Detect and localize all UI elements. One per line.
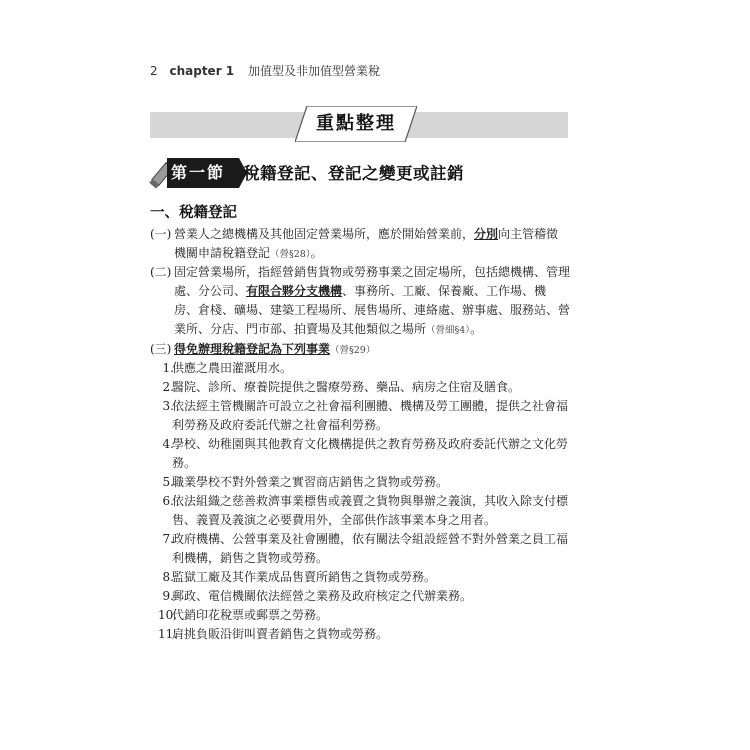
chapter-label: chapter 1 <box>169 64 235 78</box>
item-text: 固定營業場所，指經營銷售貨物或勞務事業之固定場所，包括總機構、管理處、分公司、有限合夥分支機構、事務所、工廠、保養廠、工作場、機房、倉棧、礦場、建築工程場所、展售場所、連絡處、辦事處、服務站、營業所、分店、門市部、拍賣場及其他類似之場所（營細§4）。 <box>174 265 571 336</box>
sub-item: 3. 依法經主管機關許可設立之社會福利團體、機構及勞工團體，提供之社會福利勞務及政府委託代辦之社會福利勞務。 <box>162 399 569 432</box>
section-tag-label: 第一節 <box>170 163 225 182</box>
sub-item: 2. 醫院、診所、療養院提供之醫療勞務、藥品、病房之住宿及膳食。 <box>162 380 521 394</box>
item-label: (三) <box>150 342 172 356</box>
section-title: 稅籍登記、登記之變更或註銷 <box>243 164 464 183</box>
sub-item: 4. 學校、幼稚園與其他教育文化機構提供之教育勞務及政府委託代辦之文化勞務。 <box>162 437 569 470</box>
subheading: 一、稅籍登記 <box>150 205 237 221</box>
page-number: 2 <box>150 64 158 78</box>
sub-item: 10. 代銷印花稅票或郵票之勞務。 <box>158 608 329 622</box>
sub-item: 1. 供應之農田灌溉用水。 <box>162 361 293 375</box>
list-item <box>150 225 570 264</box>
emphasis: 有限合夥分支機構 <box>246 284 343 298</box>
sub-item: 8. 監獄工廠及其作業成品售賣所銷售之貨物或勞務。 <box>162 570 437 584</box>
law-reference: （營§29） <box>330 345 376 356</box>
sub-item: 9. 郵政、電信機關依法經營之業務及政府核定之代辦業務。 <box>162 589 473 603</box>
chapter-title: 加值型及非加值型營業稅 <box>247 64 380 78</box>
list-item <box>150 340 570 360</box>
list-item <box>150 263 570 340</box>
emphasis: 分別 <box>474 227 499 241</box>
law-reference: （營§28） <box>270 249 311 260</box>
law-reference: （營細§4） <box>426 325 471 336</box>
item-text <box>174 340 570 360</box>
item-label: (一) <box>150 227 172 241</box>
emphasis: 得免辦理稅籍登記為下列事業 <box>174 342 331 356</box>
sub-item: 11. 肩挑負販沿街叫賣者銷售之貨物或勞務。 <box>158 627 389 641</box>
item-label: (二) <box>150 265 172 279</box>
sub-item: 6. 依法組織之慈善救濟事業標售或義賣之貨物與舉辦之義演，其收入除支付標售、義賣及義演之必要費用外，全部供作該事業本身之用者。 <box>162 494 569 527</box>
running-header <box>150 62 380 79</box>
summary-banner-title: 重點整理 <box>316 113 396 134</box>
sub-item: 7. 政府機構、公營事業及社會團體，依有關法令組設經營不對外營業之員工福利機構，銷售之貨物或勞務。 <box>162 532 569 565</box>
sub-item: 5. 職業學校不對外營業之實習商店銷售之貨物或勞務。 <box>162 475 449 489</box>
item-text: 營業人之總機構及其他固定營業場所，應於開始營業前，分別向主管稽徵機關申請稅籍登記（營§28）。 <box>174 227 559 260</box>
